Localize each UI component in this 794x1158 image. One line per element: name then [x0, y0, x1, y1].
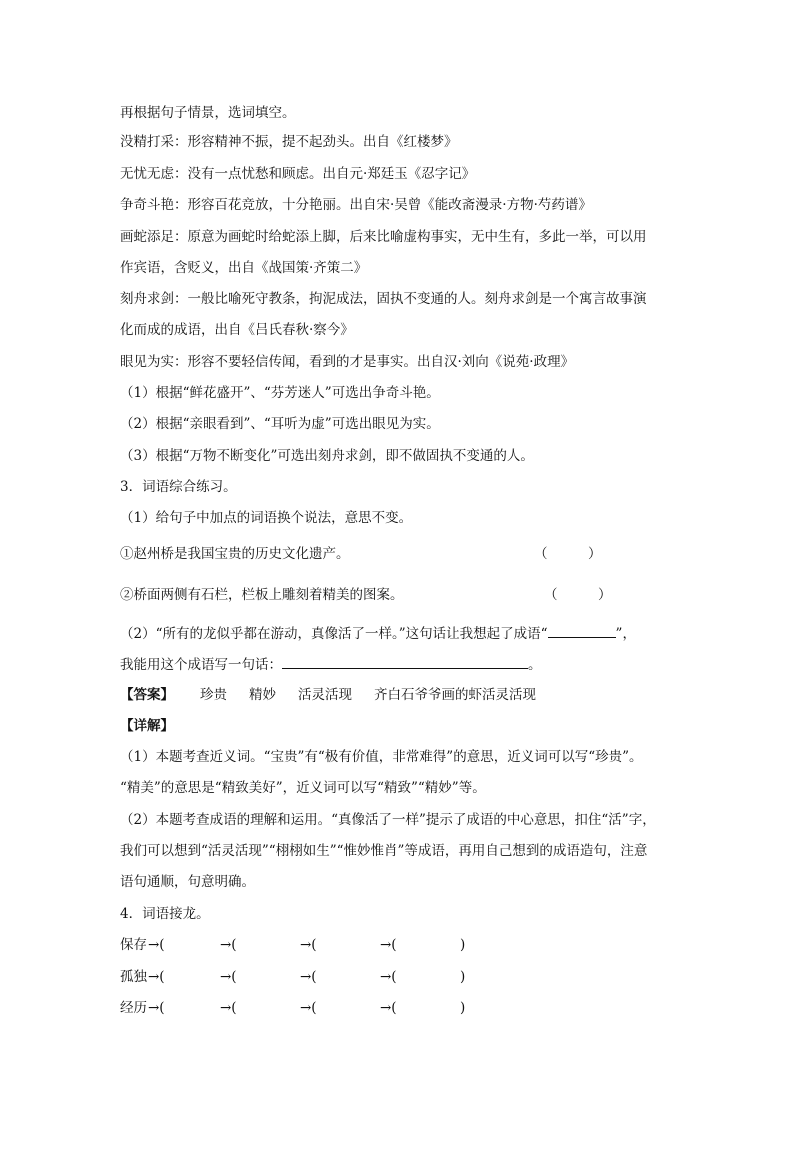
idiom-blank[interactable]: [548, 623, 616, 638]
chain-close: ): [460, 1000, 466, 1016]
answer-item: 活灵活现: [298, 687, 352, 703]
prompt-text: 我能用这个成语写一句话：: [120, 657, 282, 673]
answer-row: [120, 685, 536, 705]
chain-arrow: →(: [380, 1000, 397, 1016]
definition-line: 没精打采：形容精神不振，提不起劲头。出自《红楼梦》: [120, 134, 458, 150]
answer-line: （2）根据“亲眼看到”、“耳听为虚”可选出眼见为实。: [120, 416, 440, 432]
chain-close: ): [460, 969, 466, 985]
question-3-sentence-prompt: [120, 654, 542, 675]
detail-line: （2）本题考查成语的理解和运用。“真像活了一样”提示了成语的中心意思，扣住“活”字，: [120, 812, 656, 828]
definition-line: 画蛇添足：原意为画蛇时给蛇添上脚，后来比喻虚构事实，无中生有，多此一举，可以用: [120, 229, 647, 245]
answer-blank-paren[interactable]: （ ）: [544, 587, 612, 603]
chain-start-word: 经历: [120, 1000, 147, 1016]
sub2-end: ”，: [615, 626, 636, 642]
word-chain-row: [120, 998, 520, 1018]
answer-blank-paren[interactable]: （ ）: [534, 546, 602, 562]
chain-arrow: →(: [380, 969, 397, 985]
chain-arrow: →(: [148, 969, 165, 985]
definition-line: 化而成的成语，出自《吕氏春秋·察今》: [120, 322, 354, 338]
detail-line: “精美”的意思是“精致美好”，近义词可以写“精致”“精妙”等。: [120, 780, 486, 796]
chain-start-word: 孤独: [120, 969, 147, 985]
question-4-title: 4．词语接龙。: [120, 906, 210, 922]
chain-arrow: →(: [148, 937, 165, 953]
chain-arrow: →(: [300, 969, 317, 985]
answer-item: 精妙: [249, 687, 276, 703]
chain-arrow: →(: [220, 1000, 237, 1016]
detail-line: （1）本题考查近义词。“宝贵”有“极有价值，非常难得”的意思，近义词可以写“珍贵”。: [120, 749, 643, 765]
definition-line: 刻舟求剑：一般比喻死守教条，拘泥成法，固执不变通的人。刻舟求剑是一个寓言故事演: [120, 291, 647, 307]
question-3-sub1: （1）给句子中加点的词语换个说法，意思不变。: [120, 510, 413, 526]
chain-arrow: →(: [220, 969, 237, 985]
answer-line: （1）根据“鲜花盛开”、“芬芳迷人”可选出争奇斗艳。: [120, 385, 440, 401]
chain-start-word: 保存: [120, 937, 147, 953]
prompt-end: 。: [528, 657, 542, 673]
answer-item: 珍贵: [200, 687, 227, 703]
chain-arrow: →(: [220, 937, 237, 953]
detail-label: 【详解】: [120, 718, 174, 734]
chain-arrow: →(: [380, 937, 397, 953]
word-chain-row: [120, 967, 520, 987]
sub2-text: （2）“所有的龙似乎都在游动，真像活了一样。”这句话让我想起了成语“: [120, 626, 548, 642]
definition-line: 眼见为实：形容不要轻信传闻，看到的才是事实。出自汉·刘向《说苑·政理》: [120, 354, 575, 370]
question-3-sub2: [120, 623, 636, 644]
definition-line: 作宾语，含贬义，出自《战国策·齐策二》: [120, 260, 368, 276]
word-chain-row: [120, 935, 520, 955]
answer-label: 【答案】: [120, 687, 174, 703]
definition-line: 争奇斗艳：形容百花竞放，十分艳丽。出自宋·吴曾《能改斋漫录·方物·芍药谱》: [120, 197, 592, 213]
sentence-1: ①赵州桥是我国宝贵的历史文化遗产。: [120, 546, 350, 562]
question-3-title: 3．词语综合练习。: [120, 479, 237, 495]
sentence-2: ②桥面两侧有石栏，栏板上雕刻着精美的图案。: [120, 587, 404, 603]
definition-line: 无忧无虑：没有一点忧愁和顾虑。出自元·郑廷玉《忍字记》: [120, 166, 476, 182]
chain-arrow: →(: [300, 937, 317, 953]
detail-line: 语句通顺，句意明确。: [120, 874, 255, 890]
answer-item: 齐白石爷爷画的虾活灵活现: [374, 687, 536, 703]
answer-line: （3）根据“万物不断变化”可选出刻舟求剑，即不做固执不变通的人。: [120, 448, 534, 464]
chain-close: ): [460, 937, 466, 953]
chain-arrow: →(: [300, 1000, 317, 1016]
intro-text: 再根据句子情景，选词填空。: [120, 105, 296, 121]
sentence-blank[interactable]: [282, 654, 528, 669]
chain-arrow: →(: [148, 1000, 165, 1016]
detail-line: 我们可以想到“活灵活现”“栩栩如生”“惟妙惟肖”等成语，再用自己想到的成语造句，注意: [120, 843, 648, 859]
